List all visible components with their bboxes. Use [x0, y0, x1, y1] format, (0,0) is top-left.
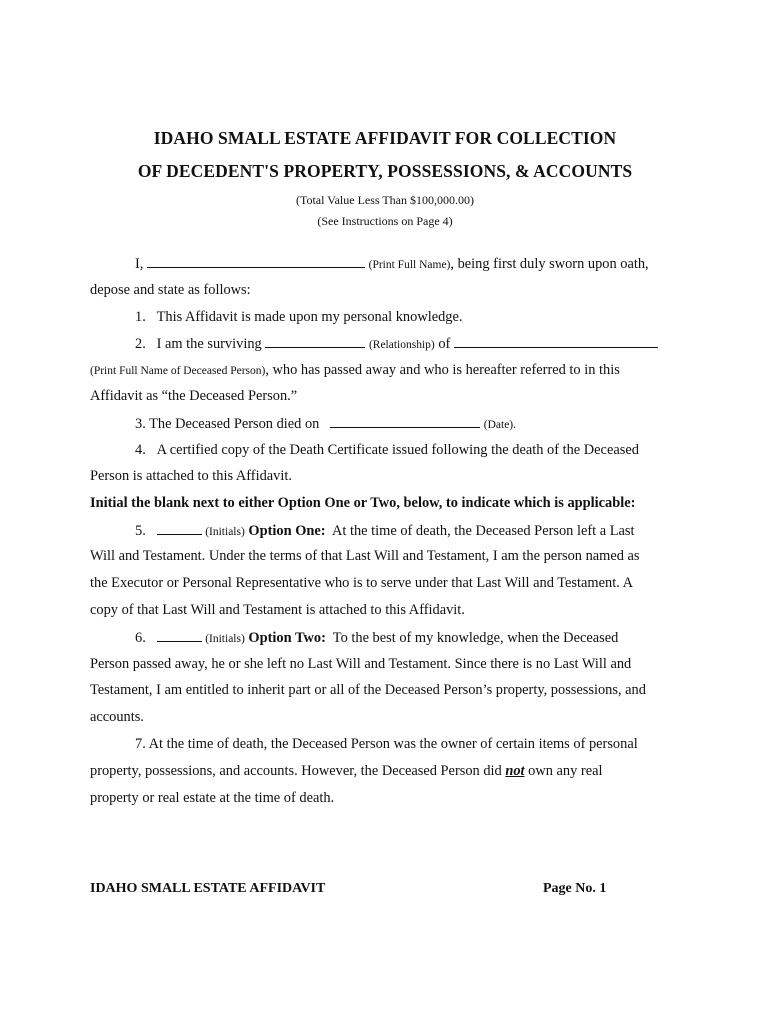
date-hint: (Date). — [483, 419, 517, 431]
relationship-blank[interactable] — [265, 335, 365, 348]
document-title-line2: OF DECEDENT'S PROPERTY, POSSESSIONS, & ACCOUNTS — [137, 161, 633, 181]
item-4-number: 4. — [135, 442, 146, 458]
item-6 — [135, 629, 618, 647]
item-2-line2 — [90, 362, 620, 379]
item-2-of: of — [438, 336, 451, 352]
item-6-number: 6. — [135, 630, 146, 646]
footer-title: IDAHO SMALL ESTATE AFFIDAVIT — [90, 881, 326, 896]
item-5-text: At the time of death, the Deceased Person left a Last — [332, 523, 635, 539]
item-2 — [135, 335, 658, 353]
item-2-line3: Affidavit as “the Deceased Person.” — [90, 388, 298, 404]
item-4-text: A certified copy of the Death Certificate issued following the death of the Deceased — [156, 442, 639, 458]
option-two-label: Option Two: — [248, 630, 326, 646]
item-5-line3: the Executor or Personal Representative who is to serve under that Last Will and Testament. A — [90, 575, 633, 591]
item-7-line2-text: property, possessions, and accounts. However, the Deceased Person did — [90, 763, 502, 779]
page-number: Page No. 1 — [543, 881, 607, 896]
item-5 — [135, 522, 635, 540]
relationship-hint: (Relationship) — [368, 339, 435, 351]
item-1-number: 1. — [135, 309, 146, 325]
subtitle-total-value: (Total Value Less Than $100,000.00) — [295, 193, 475, 207]
intro-line — [135, 255, 649, 273]
item-5-number: 5. — [135, 523, 146, 539]
option-one-label: Option One: — [248, 523, 326, 539]
document-title-line1: IDAHO SMALL ESTATE AFFIDAVIT FOR COLLECTION — [153, 128, 617, 148]
deceased-name-blank[interactable] — [454, 335, 658, 348]
option-two-initials-blank[interactable] — [157, 629, 202, 642]
item-7-line3: property or real estate at the time of death. — [90, 790, 335, 806]
item-7: 7. At the time of death, the Deceased Person was the owner of certain items of personal — [135, 736, 638, 752]
item-6-line2: Person passed away, he or she left no Last Will and Testament. Since there is no Last Will and — [90, 656, 632, 672]
item-5-line2: Will and Testament. Under the terms of that Last Will and Testament, I am the person named as — [90, 548, 640, 564]
item-6-line3: Testament, I am entitled to inherit part or all of the Deceased Person’s property, possessions, and — [90, 682, 646, 698]
item-6-text: To the best of my knowledge, when the Deceased — [332, 630, 619, 646]
deceased-name-hint: (Print Full Name of Deceased Person) — [90, 365, 266, 377]
option-two-initials-hint: (Initials) — [205, 633, 245, 645]
initial-instruction: Initial the blank next to either Option One or Two, below, to indicate which is applicable: — [90, 495, 636, 511]
option-one-initials-hint: (Initials) — [205, 526, 245, 538]
item-5-line4: copy of that Last Will and Testament is attached to this Affidavit. — [90, 602, 465, 618]
full-name-blank[interactable] — [147, 255, 365, 268]
item-2-text: I am the surviving — [156, 336, 262, 352]
item-7-line2-rest: own any real — [528, 763, 603, 779]
item-6-line4: accounts. — [90, 709, 144, 725]
intro-rest: , being first duly sworn upon oath, — [450, 256, 649, 272]
full-name-hint: (Print Full Name) — [368, 259, 451, 271]
intro-i: I, — [135, 256, 144, 272]
item-3 — [135, 415, 516, 433]
date-of-death-blank[interactable] — [330, 415, 480, 428]
item-4 — [135, 442, 639, 459]
option-one-initials-blank[interactable] — [157, 522, 202, 535]
item-3-text: 3. The Deceased Person died on — [135, 416, 320, 432]
item-2-rest: , who has passed away and who is hereafter referred to in this — [265, 362, 620, 378]
item-1-text: This Affidavit is made upon my personal knowledge. — [156, 309, 463, 325]
depose-line: depose and state as follows: — [90, 282, 251, 298]
item-7-line2 — [90, 763, 602, 780]
emphasis-not: not — [505, 763, 525, 779]
item-4-line2: Person is attached to this Affidavit. — [90, 468, 292, 484]
item-1 — [135, 309, 462, 326]
subtitle-instructions: (See Instructions on Page 4) — [317, 214, 453, 228]
item-2-number: 2. — [135, 336, 146, 352]
